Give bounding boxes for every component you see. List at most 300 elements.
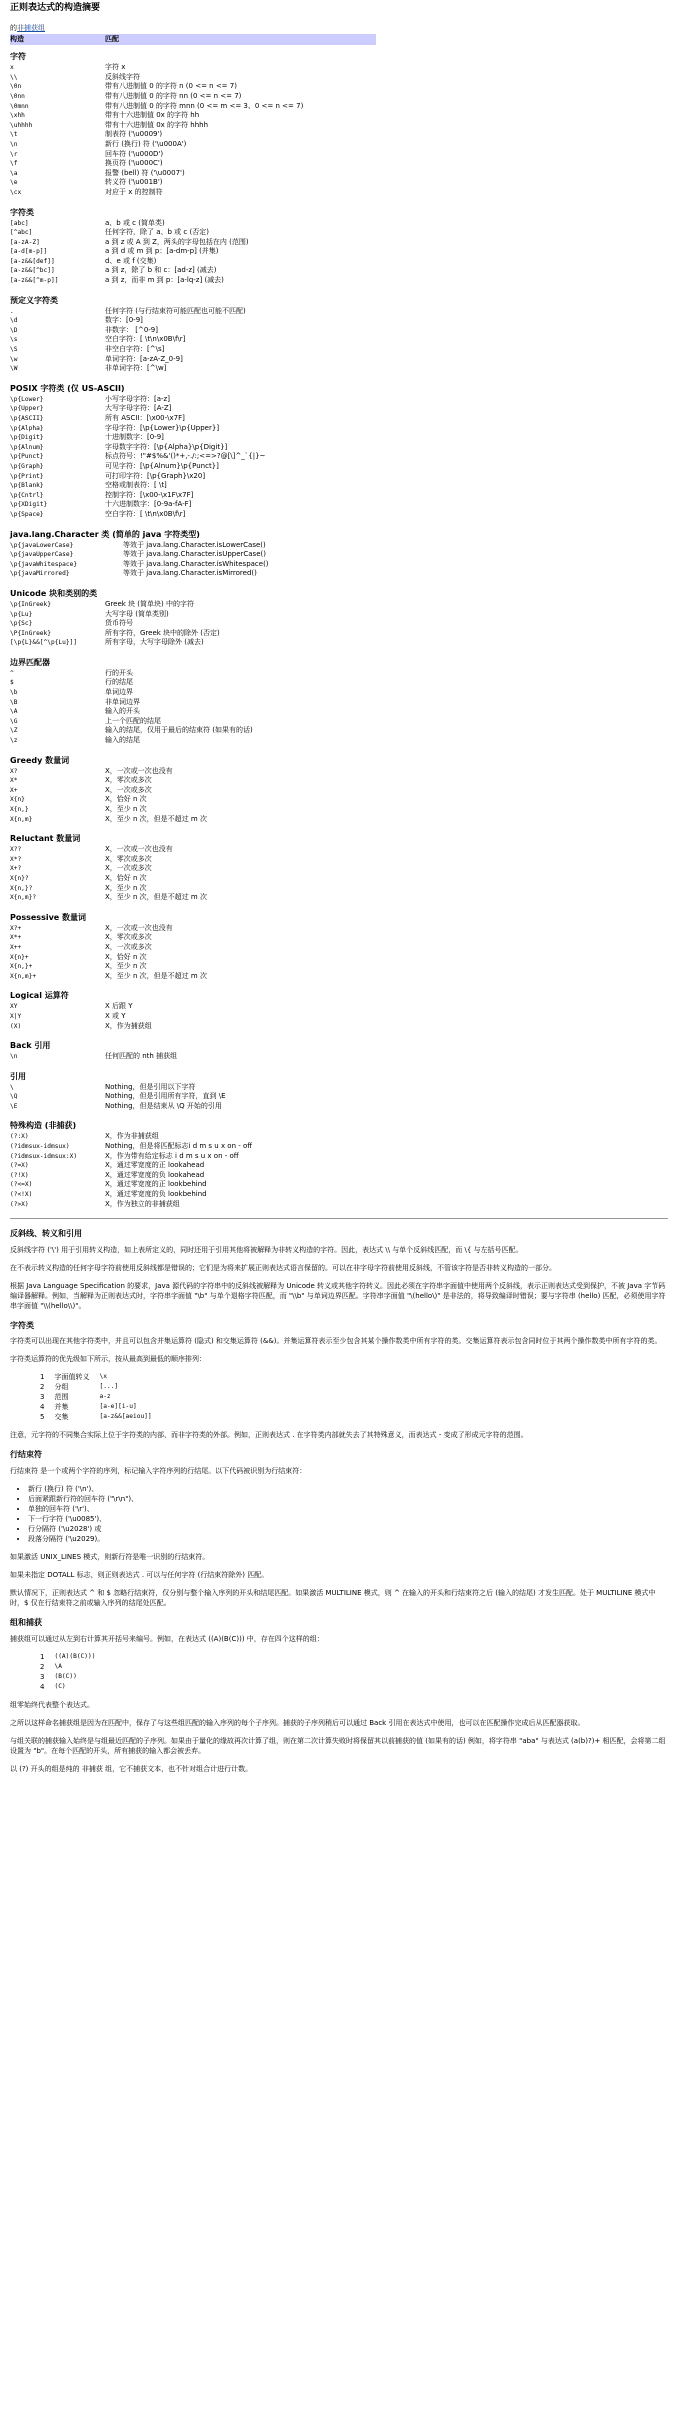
precedence-cell: 2 xyxy=(40,1383,45,1392)
match-cell: 所有字母，大写字母除外 (减去) xyxy=(105,638,204,647)
charclass-p3: 注意，元字符的不同集合实际上位于字符类的内部，而非字符类的外部。例如，正则表达式 . 在字符类内部就失去了其特殊意义，而表达式 - 变成了形成元字符的范围。 xyxy=(10,1431,528,1440)
construct-row xyxy=(10,972,668,982)
lineterm-p2: 如果激活 UNIX_LINES 模式，则新行符是唯一识别的行结束符。 xyxy=(10,1553,210,1561)
precedence-cell: [a-e][i-u] xyxy=(99,1403,137,1411)
backslash-title: 反斜线、转义和引用 xyxy=(10,1229,82,1239)
match-cell: X，一次或一次也没有 xyxy=(105,923,173,932)
match-cell: a、b 或 c (简单类) xyxy=(105,218,165,227)
match-cell: X，零次或多次 xyxy=(105,854,152,863)
construct-row xyxy=(10,73,668,83)
construct-cell: \f xyxy=(10,160,18,168)
construct-cell: X{n,m}+ xyxy=(10,972,37,980)
groups-table xyxy=(40,1652,105,1692)
construct-row xyxy=(10,678,668,688)
construct-cell: \cx xyxy=(10,188,22,196)
construct-row xyxy=(10,874,668,884)
construct-row xyxy=(10,462,668,472)
construct-cell: X*? xyxy=(10,855,22,863)
section-title: 边界匹配器 xyxy=(10,657,50,667)
construct-cell: (?>X) xyxy=(10,1200,29,1208)
list-item: • 段落分隔符 ('\u2029)。 xyxy=(28,1534,668,1544)
construct-cell: . xyxy=(10,307,14,315)
construct-cell: [a-z&&[def]] xyxy=(10,257,55,265)
construct-cell: \G xyxy=(10,717,18,725)
construct-cell: \r xyxy=(10,150,18,158)
list-item: • 下一行字符 ('\u0085')、 xyxy=(28,1514,668,1524)
construct-cell: \B xyxy=(10,698,18,706)
construct-cell: \p{Upper} xyxy=(10,405,44,413)
construct-cell: \p{Blank} xyxy=(10,482,44,490)
construct-cell: \p{Punct} xyxy=(10,453,44,461)
construct-cell: XY xyxy=(10,1003,18,1011)
construct-cell: \n xyxy=(10,140,18,148)
precedence-cell: 分组 xyxy=(54,1383,69,1392)
construct-row xyxy=(10,669,668,679)
construct-row xyxy=(10,169,668,179)
match-cell: 非单词边界 xyxy=(105,697,140,706)
group-row xyxy=(40,1682,105,1692)
match-cell: 转义符 ('\u001B') xyxy=(105,178,163,187)
construct-row xyxy=(10,472,668,482)
construct-row xyxy=(10,1002,668,1012)
match-cell: X，恰好 n 次 xyxy=(105,873,147,882)
match-cell: X，作为带有给定标志 i d m s u x on - off xyxy=(105,1151,239,1160)
construct-row xyxy=(10,316,668,326)
match-cell: 非单词字符：[^\w] xyxy=(105,364,167,373)
construct-cell: \0mnn xyxy=(10,102,29,110)
construct-row xyxy=(10,943,668,953)
match-cell: 空白字符：[ \t\n\x0B\f\r] xyxy=(105,335,186,344)
construct-row xyxy=(10,600,668,610)
construct-row xyxy=(10,395,668,405)
construct-cell: X?? xyxy=(10,846,22,854)
match-cell: a 到 z，除了 b 和 c：[ad-z] (减去) xyxy=(105,266,217,275)
precedence-row xyxy=(40,1412,162,1422)
construct-row xyxy=(10,619,668,629)
section-title: Greedy 数量词 xyxy=(10,755,70,765)
construct-row xyxy=(10,1180,668,1190)
construct-cell: \p{Graph} xyxy=(10,462,44,470)
match-cell: 所有 ASCII：[\x00-\x7F] xyxy=(105,414,185,422)
construct-section xyxy=(10,912,668,982)
construct-row xyxy=(10,1190,668,1200)
construct-row xyxy=(10,736,668,746)
lineterm-p1: 行结束符 是一个或两个字符的序列，标记输入字符序列的行结尾。以下代码被识别为行结束符： xyxy=(10,1467,307,1475)
match-cell: X，通过零宽度的正 lookahead xyxy=(105,1161,205,1170)
match-cell: a 到 z，而非 m 到 p：[a-lq-z] (减去) xyxy=(105,276,224,285)
match-cell: 单词边界 xyxy=(105,688,133,697)
construct-cell: [a-d[m-p]] xyxy=(10,248,48,256)
match-cell: 等效于 java.lang.Character.isLowerCase() xyxy=(123,540,266,549)
match-cell: X，作为非捕获组 xyxy=(105,1132,159,1141)
construct-row xyxy=(10,707,668,717)
construct-cell: \p{InGreek} xyxy=(10,600,51,608)
match-cell: 带有十六进制值 0x 的字符 hhhh xyxy=(105,120,209,129)
match-cell: 大写字母字符：[A-Z] xyxy=(105,404,172,413)
construct-row xyxy=(10,121,668,131)
construct-cell: [^abc] xyxy=(10,229,33,237)
construct-row xyxy=(10,424,668,434)
group-number: 3 xyxy=(40,1672,45,1681)
construct-cell: \uhhhh xyxy=(10,121,33,129)
construct-row xyxy=(10,550,668,560)
precedence-cell: 字面值转义 xyxy=(54,1373,90,1382)
match-cell: 字母字符：[\p{Lower}\p{Upper}] xyxy=(105,423,220,432)
construct-row xyxy=(10,140,668,150)
precedence-cell: 1 xyxy=(40,1373,45,1382)
construct-section xyxy=(10,755,668,825)
construct-row xyxy=(10,307,668,317)
construct-cell: (?<=X) xyxy=(10,1181,33,1189)
construct-cell: \p{javaWhitespace} xyxy=(10,560,78,568)
construct-section xyxy=(10,1040,668,1062)
construct-row xyxy=(10,1161,668,1171)
match-cell: X 或 Y xyxy=(105,1011,126,1020)
construct-cell: X*+ xyxy=(10,934,22,942)
construct-cell: \b xyxy=(10,689,18,697)
group-number: 1 xyxy=(40,1652,45,1661)
section-title: 字符类 xyxy=(10,207,34,217)
construct-cell: \0n xyxy=(10,83,22,91)
construct-row xyxy=(10,610,668,620)
construct-row xyxy=(10,82,668,92)
construct-cell: X?+ xyxy=(10,924,22,932)
construct-row xyxy=(10,345,668,355)
groups-title: 组和捕获 xyxy=(10,1618,42,1627)
match-cell: a 到 d 或 m 到 p：[a-dm-p] (并集) xyxy=(105,247,219,256)
groups-p4: 与组关联的捕获输入始终是与组最近匹配的子序列。如果由于量化的缘故再次计算了组，则在第二次计算失败时将保留其以前捕获的值 (如果有的话) 例如，将字符串 "aba" 与表达式 (a(b)?)+ 相匹配，会将第二组设置为 "b"。在每个匹配的开头，所有捕获的输入都会被丢弃。 xyxy=(10,1736,666,1755)
match-cell: 十六进制数字：[0-9a-fA-F] xyxy=(105,500,192,509)
construct-cell: \p{XDigit} xyxy=(10,501,48,509)
construct-cell: \p{Sc} xyxy=(10,620,33,628)
construct-section xyxy=(10,207,668,286)
construct-cell: [a-zA-Z] xyxy=(10,238,40,246)
group-expression: (B(C)) xyxy=(54,1672,77,1680)
construct-row xyxy=(10,491,668,501)
construct-cell: (?idmsux-idmsux:X) xyxy=(10,1152,78,1160)
construct-cell: [a-z&&[^m-p]] xyxy=(10,277,59,285)
match-cell: 任何字符 (与行结束符可能匹配也可能不匹配) xyxy=(105,306,246,315)
construct-section xyxy=(10,383,668,520)
construct-cell: \s xyxy=(10,336,18,344)
lineterm-p4: 默认情况下，正则表达式 ^ 和 $ 忽略行结束符，仅分别与整个输入序列的开头和结尾匹配。如果激活 MULTILINE 模式，则 ^ 在输入的开头和行结束符之后 (输入的结尾) 才发生匹配。处于 MULTILINE 模式中时，$ 仅在行结束符之前或输入序列的结尾处匹配。 xyxy=(10,1589,656,1607)
non-capturing-group-link[interactable]: 非捕获组 xyxy=(17,23,45,32)
construct-row xyxy=(10,404,668,414)
construct-cell: \a xyxy=(10,169,18,177)
groups-p2: 组零始终代表整个表达式。 xyxy=(10,1700,94,1709)
construct-row xyxy=(10,433,668,443)
precedence-row xyxy=(40,1382,162,1392)
precedence-cell: 4 xyxy=(40,1403,45,1412)
construct-cell: X* xyxy=(10,777,18,785)
divider xyxy=(10,1218,668,1219)
construct-cell: (?idmsux-idmsux) xyxy=(10,1143,70,1151)
construct-cell: X+ xyxy=(10,786,18,794)
match-cell: 数字：[0-9] xyxy=(105,316,143,325)
match-cell: 输入的结尾 xyxy=(105,736,140,745)
match-cell: 等效于 java.lang.Character.isWhitespace() xyxy=(123,559,269,568)
match-cell: 任何匹配的 nth 捕获组 xyxy=(105,1052,178,1061)
construct-row xyxy=(10,452,668,462)
charclass-p1: 字符类可以出现在其他字符类中，并且可以包含并集运算符 (隐式) 和交集运算符 (&&)。并集运算符表示至少包含其某个操作数类中所有字符的类。交集运算符表示包含同时位于其两个操作数类中所有字符的类。 xyxy=(10,1337,662,1346)
match-cell: X，一次或多次 xyxy=(105,864,152,873)
groups-p5: 以 (?) 开头的组是纯的 非捕获 组，它不捕获文本，也不针对组合计进行计数。 xyxy=(10,1764,253,1773)
match-cell: 报警 (bell) 符 ('\u0007') xyxy=(105,168,185,177)
match-cell: X，恰好 n 次 xyxy=(105,795,147,804)
match-cell: Nothing，但是结束从 \Q 开始的引用 xyxy=(105,1101,222,1110)
match-cell: 非数字： [^0-9] xyxy=(105,325,158,334)
match-cell: X，至少 n 次，但是不超过 m 次 xyxy=(105,814,207,823)
construct-cell: \p{Lower} xyxy=(10,395,44,403)
summary-link-line: 的非捕获组 xyxy=(10,23,45,32)
construct-row xyxy=(10,326,668,336)
construct-row xyxy=(10,130,668,140)
construct-row xyxy=(10,629,668,639)
precedence-cell: 范围 xyxy=(54,1393,69,1402)
precedence-cell: [a-z&&[aeiou]] xyxy=(99,1413,152,1421)
group-number: 2 xyxy=(40,1662,45,1671)
match-cell: X，零次或多次 xyxy=(105,776,152,785)
backslash-p3: 根据 Java Language Specification 的要求，Java 源代码的字符串中的反斜线被解释为 Unicode 转义或其他字符转义。因此必须在字符串字面值中使用两个反斜线，表示正则表达式受到保护，不被 Java 字节码编译器解释。例如，当解释为正则表达式时，字符串字面值 "\b" 与单个退格字符匹配，而 "\\b" 与单词边界匹配。字符串字面值 "\(hello\)" 是非法的，将导致编译时错误；要与字符串 (hello) 匹配，必须使用字符串字面值 "\\(hello\\)"。 xyxy=(10,1281,666,1310)
match-cell: Greek 块 (简单块) 中的字符 xyxy=(105,599,194,608)
construct-cell: X{n,}+ xyxy=(10,963,33,971)
list-item: • 单独的回车符 ('\r')、 xyxy=(28,1504,668,1514)
section-title: Unicode 块和类别的类 xyxy=(10,588,98,598)
construct-row xyxy=(10,893,668,903)
group-row xyxy=(40,1672,105,1682)
construct-row xyxy=(10,111,668,121)
construct-cell: \\ xyxy=(10,73,18,81)
match-cell: X，至少 n 次 xyxy=(105,962,147,971)
list-item: • 后面紧跟新行符的回车符 ("\r\n")、 xyxy=(28,1494,668,1504)
precedence-row xyxy=(40,1392,162,1402)
match-cell: Nothing，但是引用所有字符，直到 \E xyxy=(105,1092,226,1101)
match-cell: X，至少 n 次 xyxy=(105,805,147,813)
header-construct: 构造 xyxy=(10,35,24,44)
match-cell: 输入的结尾，仅用于最后的结束符 (如果有的话) xyxy=(105,726,253,735)
match-cell: 等效于 java.lang.Character.isMirrored() xyxy=(123,569,257,578)
match-cell: X，通过零宽度的负 lookbehind xyxy=(105,1190,207,1199)
construct-cell: \d xyxy=(10,317,18,325)
match-cell: X，零次或多次 xyxy=(105,933,152,942)
construct-cell: (?!X) xyxy=(10,1171,29,1179)
construct-cell: \p{Lu} xyxy=(10,610,33,618)
construct-cell: \p{Alnum} xyxy=(10,443,44,451)
construct-cell: \p{javaMirrored} xyxy=(10,570,70,578)
construct-cell: X++ xyxy=(10,943,22,951)
construct-cell: (X) xyxy=(10,1022,22,1030)
construct-row xyxy=(10,933,668,943)
match-cell: 带有八进制值 0 的字符 n (0 <= n <= 7) xyxy=(105,82,237,91)
construct-cell: \p{Cntrl} xyxy=(10,491,44,499)
construct-row xyxy=(10,717,668,727)
construct-row xyxy=(10,102,668,112)
section-title: POSIX 字符类 (仅 US-ASCII) xyxy=(10,383,125,393)
section-title: 字符 xyxy=(10,52,26,62)
construct-row xyxy=(10,688,668,698)
precedence-row xyxy=(40,1402,162,1412)
match-cell: 换页符 ('\u000C') xyxy=(105,159,163,168)
construct-row xyxy=(10,238,668,248)
construct-sections xyxy=(10,51,668,1209)
match-cell: 空白字符：[ \t\n\x0B\f\r] xyxy=(105,509,186,518)
construct-cell: \p{Alpha} xyxy=(10,424,44,432)
construct-row xyxy=(10,698,668,708)
match-cell: X，一次或一次也没有 xyxy=(105,766,173,775)
match-cell: 小写字母字符：[a-z] xyxy=(105,394,170,403)
group-number: 4 xyxy=(40,1682,45,1691)
construct-cell: X{n,}? xyxy=(10,884,33,892)
match-cell: 货币符号 xyxy=(105,619,133,628)
construct-section xyxy=(10,990,668,1031)
match-cell: 控制字符：[\x00-\x1F\x7F] xyxy=(105,490,194,499)
construct-cell: X{n,m}? xyxy=(10,894,37,902)
construct-row xyxy=(10,219,668,229)
construct-cell: X? xyxy=(10,767,18,775)
match-cell: 单词字符：[a-zA-Z_0-9] xyxy=(105,354,183,363)
section-title: 特殊构造 (非捕获) xyxy=(10,1121,77,1131)
construct-cell: \e xyxy=(10,179,18,187)
construct-cell: \z xyxy=(10,737,18,745)
construct-row xyxy=(10,638,668,648)
construct-cell: [a-z&&[^bc]] xyxy=(10,267,55,275)
section-title: Logical 运算符 xyxy=(10,991,69,1001)
match-cell: Nothing，但是将匹配标志i d m s u x on - off xyxy=(105,1142,253,1151)
match-cell: X，至少 n 次 xyxy=(105,883,147,892)
construct-row xyxy=(10,541,668,551)
construct-row xyxy=(10,1052,668,1062)
construct-cell: X{n,m} xyxy=(10,815,33,823)
construct-section xyxy=(10,833,668,903)
construct-cell: X+? xyxy=(10,865,22,873)
match-cell: 大写字母 (简单类别) xyxy=(105,609,169,618)
groups-p3: 之所以这样命名捕获组是因为在匹配中，保存了与这些组匹配的输入序列的每个子序列。捕获的子序列稍后可以通过 Back 引用在表达式中使用，也可以在匹配操作完成后从匹配器获取。 xyxy=(10,1718,585,1727)
construct-cell: \E xyxy=(10,1102,18,1110)
section-title: Reluctant 数量词 xyxy=(10,834,81,844)
charclass-p2: 字符类运算符的优先级如下所示，按从最高到最低的顺序排列： xyxy=(10,1355,206,1364)
match-cell: X，作为捕获组 xyxy=(105,1021,152,1030)
construct-row xyxy=(10,1012,668,1022)
match-cell: X，通过零宽度的负 lookahead xyxy=(105,1170,205,1179)
construct-section xyxy=(10,1120,668,1209)
construct-cell: \W xyxy=(10,365,18,373)
construct-cell: \t xyxy=(10,131,18,139)
list-item: • 行分隔符 ('\u2028') 或 xyxy=(28,1524,668,1534)
construct-row xyxy=(10,815,668,825)
precedence-cell: 3 xyxy=(40,1393,45,1402)
construct-section xyxy=(10,1071,668,1112)
construct-row xyxy=(10,276,668,286)
construct-section xyxy=(10,295,668,374)
lineterm-p3: 如果未指定 DOTALL 标志，则正则表达式 . 可以与任何字符 (行结束符除外) 匹配。 xyxy=(10,1571,269,1579)
construct-row xyxy=(10,150,668,160)
construct-cell: \p{ASCII} xyxy=(10,415,44,422)
construct-row xyxy=(10,1152,668,1162)
construct-section xyxy=(10,51,668,197)
match-cell: 对应于 x 的控制符 xyxy=(105,187,163,196)
match-cell: 制表符 ('\u0009') xyxy=(105,130,163,139)
section-title: java.lang.Character 类 (简单的 java 字符类型) xyxy=(10,529,200,539)
construct-cell: x xyxy=(10,64,14,72)
construct-cell: X{n}? xyxy=(10,874,29,882)
group-expression: (C) xyxy=(54,1682,66,1690)
precedence-cell: 交集 xyxy=(54,1413,69,1422)
precedence-cell: 并集 xyxy=(54,1403,69,1412)
construct-row xyxy=(10,1102,668,1112)
backslash-p1: 反斜线字符 ('\') 用于引用转义构造，如上表所定义的，同时还用于引用其他将被解释为非转义构造的字符。因此，表达式 \\ 与单个反斜线匹配，而 \{ 与左括号匹配。 xyxy=(10,1245,523,1254)
construct-row xyxy=(10,786,668,796)
construct-cell: \n xyxy=(10,1053,18,1061)
match-cell: 反斜线字符 xyxy=(105,72,140,81)
construct-row xyxy=(10,962,668,972)
match-cell: 标点符号：!"#$%&'()*+,-./:;<=>?@[\]^_`{|}~ xyxy=(105,452,266,461)
construct-cell: [\p{L}&&[^\p{Lu}]] xyxy=(10,639,78,647)
backslash-p2: 在不表示转义构造的任何字母字符前使用反斜线都是错误的；它们是为将来扩展正则表达式语言保留的。可以在非字母字符前使用反斜线，不管该字符是否非转义构造的一部分。 xyxy=(10,1263,556,1272)
construct-row xyxy=(10,864,668,874)
construct-row xyxy=(10,855,668,865)
construct-row xyxy=(10,1200,668,1210)
group-expression: ((A)(B(C))) xyxy=(54,1652,96,1660)
construct-row xyxy=(10,364,668,374)
match-cell: 带有十六进制值 0x 的字符 hh xyxy=(105,111,200,120)
construct-row xyxy=(10,1092,668,1102)
precedence-table xyxy=(40,1372,162,1422)
construct-cell: X|Y xyxy=(10,1012,22,1020)
construct-row xyxy=(10,845,668,855)
construct-row xyxy=(10,805,668,815)
construct-cell: \p{javaLowerCase} xyxy=(10,541,74,549)
match-cell: 新行 (换行) 符 ('\u000A') xyxy=(105,139,187,148)
match-cell: 带有八进制值 0 的字符 nn (0 <= n <= 7) xyxy=(105,91,242,100)
construct-row xyxy=(10,953,668,963)
construct-row xyxy=(10,159,668,169)
construct-row xyxy=(10,884,668,894)
match-cell: X，作为独立的非捕获组 xyxy=(105,1199,180,1208)
construct-row xyxy=(10,443,668,453)
construct-row xyxy=(10,266,668,276)
match-cell: 可打印字符：[\p{Graph}\x20] xyxy=(105,471,206,480)
construct-cell: [abc] xyxy=(10,219,29,227)
construct-row xyxy=(10,257,668,267)
match-cell: 可见字符：[\p{Alnum}\p{Punct}] xyxy=(105,461,219,470)
construct-cell: \xhh xyxy=(10,112,25,120)
construct-row xyxy=(10,510,668,520)
construct-row xyxy=(10,335,668,345)
construct-cell: \p{Space} xyxy=(10,510,44,518)
section-title: 预定义字符类 xyxy=(10,295,58,305)
precedence-cell: a-z xyxy=(99,1393,111,1401)
construct-cell: \S xyxy=(10,346,18,354)
construct-cell: \ xyxy=(10,1083,14,1091)
construct-cell: \0nn xyxy=(10,92,25,100)
construct-cell: \p{Digit} xyxy=(10,434,44,442)
group-expression: \A xyxy=(54,1662,62,1670)
construct-cell: \Z xyxy=(10,727,18,735)
match-cell: 字母数字字符：[\p{Alpha}\p{Digit}] xyxy=(105,442,228,451)
precedence-cell: [...] xyxy=(99,1383,119,1391)
match-cell: X，一次或一次也没有 xyxy=(105,845,173,854)
match-cell: 回车符 ('\u000D') xyxy=(105,149,164,158)
match-cell: 任何字符，除了 a、b 或 c (否定) xyxy=(105,228,209,237)
construct-row xyxy=(10,1083,668,1093)
construct-cell: \Q xyxy=(10,1093,18,1101)
construct-cell: (?<!X) xyxy=(10,1191,33,1199)
page-title: 正则表达式的构造摘要 xyxy=(10,3,101,13)
header-matches: 匹配 xyxy=(105,35,119,44)
match-cell: 字符 x xyxy=(105,63,126,72)
construct-row xyxy=(10,924,668,934)
group-row xyxy=(40,1652,105,1662)
